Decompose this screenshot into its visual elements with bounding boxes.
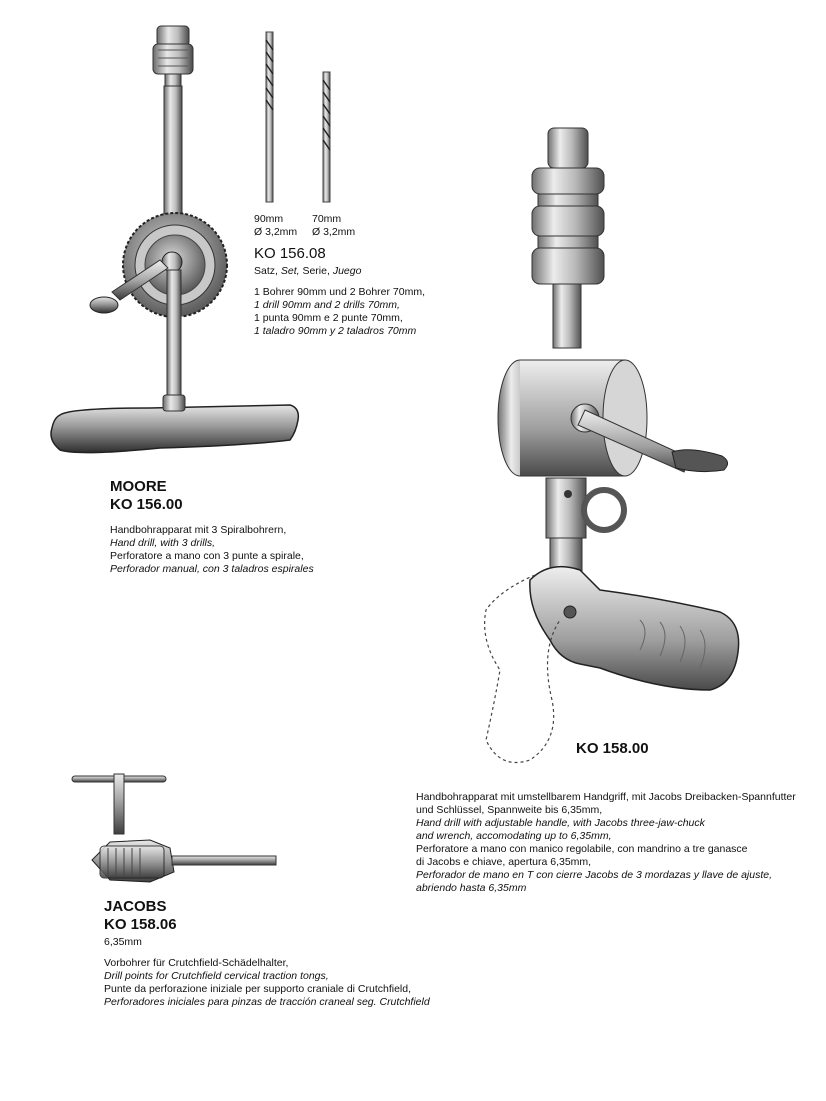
handdrill-description <box>416 791 816 895</box>
set-type <box>254 265 554 278</box>
moore-block <box>110 478 410 576</box>
jacobs-size: 6,35mm <box>104 936 142 948</box>
handdrill-line-4: and wrench, accomodating up to 6,35mm, <box>416 830 612 842</box>
handdrill-line-8: abriendo hasta 6,35mm <box>416 882 527 894</box>
jacobs-line-en: Drill points for Crutchfield cervical traction tongs, <box>104 970 329 982</box>
set-line-de: 1 Bohrer 90mm und 2 Bohrer 70mm, <box>254 286 425 298</box>
jacobs-block <box>104 898 524 1009</box>
set-description <box>254 286 554 338</box>
handdrill-line-3: Hand drill with adjustable handle, with Jacobs three-jaw-chuck <box>416 817 705 829</box>
drill-70-diameter: Ø 3,2mm <box>312 226 356 238</box>
moore-name: MOORE <box>110 478 167 495</box>
set-line-it: 1 punta 90mm e 2 punte 70mm, <box>254 312 403 324</box>
drill-70-length: 70mm <box>312 213 342 225</box>
handdrill-line-6: di Jacobs e chiave, apertura 6,35mm, <box>416 856 592 868</box>
set-type-it: Serie, <box>302 265 330 277</box>
set-type-de: Satz, <box>254 265 278 277</box>
set-line-es: 1 taladro 90mm y 2 taladros 70mm <box>254 325 417 337</box>
moore-line-it: Perforatore a mano con 3 punte a spirale, <box>110 550 304 562</box>
handdrill-line-1: Handbohrapparat mit umstellbarem Handgriff, mit Jacobs Dreibacken-Spannfutter <box>416 791 796 803</box>
handdrill-line-7: Perforador de mano en T con cierre Jacobs de 3 mordazas y llave de ajuste, <box>416 869 773 881</box>
jacobs-description <box>104 957 524 1009</box>
handdrill-line-2: und Schlüssel, Spannweite bis 6,35mm, <box>416 804 603 816</box>
jacobs-line-de: Vorbohrer für Crutchfield-Schädelhalter, <box>104 957 289 969</box>
jacobs-line-it: Punte da perforazione iniziale per supporto craniale di Crutchfield, <box>104 983 412 995</box>
jacobs-name: JACOBS <box>104 898 167 915</box>
handdrill-code: KO 158.00 <box>576 740 649 757</box>
moore-line-de: Handbohrapparat mit 3 Spiralbohrern, <box>110 524 287 536</box>
jacobs-line-es: Perforadores iniciales para pinzas de tracción craneal seg. Crutchfield <box>104 996 430 1008</box>
moore-code: KO 156.00 <box>110 496 183 513</box>
set-type-es: Juego <box>332 265 362 277</box>
jacobs-code: KO 158.06 <box>104 916 177 933</box>
drill-70-label <box>312 213 355 239</box>
set-type-en: Set, <box>280 265 300 277</box>
set-block <box>254 245 554 338</box>
drill-90-diameter: Ø 3,2mm <box>254 226 298 238</box>
set-line-en: 1 drill 90mm and 2 drills 70mm, <box>254 299 400 311</box>
moore-line-es: Perforador manual, con 3 taladros espirales <box>110 563 314 575</box>
moore-line-en: Hand drill, with 3 drills, <box>110 537 216 549</box>
moore-description <box>110 524 410 576</box>
handdrill-line-5: Perforatore a mano con manico regolabile, con mandrino a tre ganasce <box>416 843 748 855</box>
set-code: KO 156.08 <box>254 245 326 262</box>
drill-90-length: 90mm <box>254 213 284 225</box>
drill-90-label <box>254 213 297 239</box>
